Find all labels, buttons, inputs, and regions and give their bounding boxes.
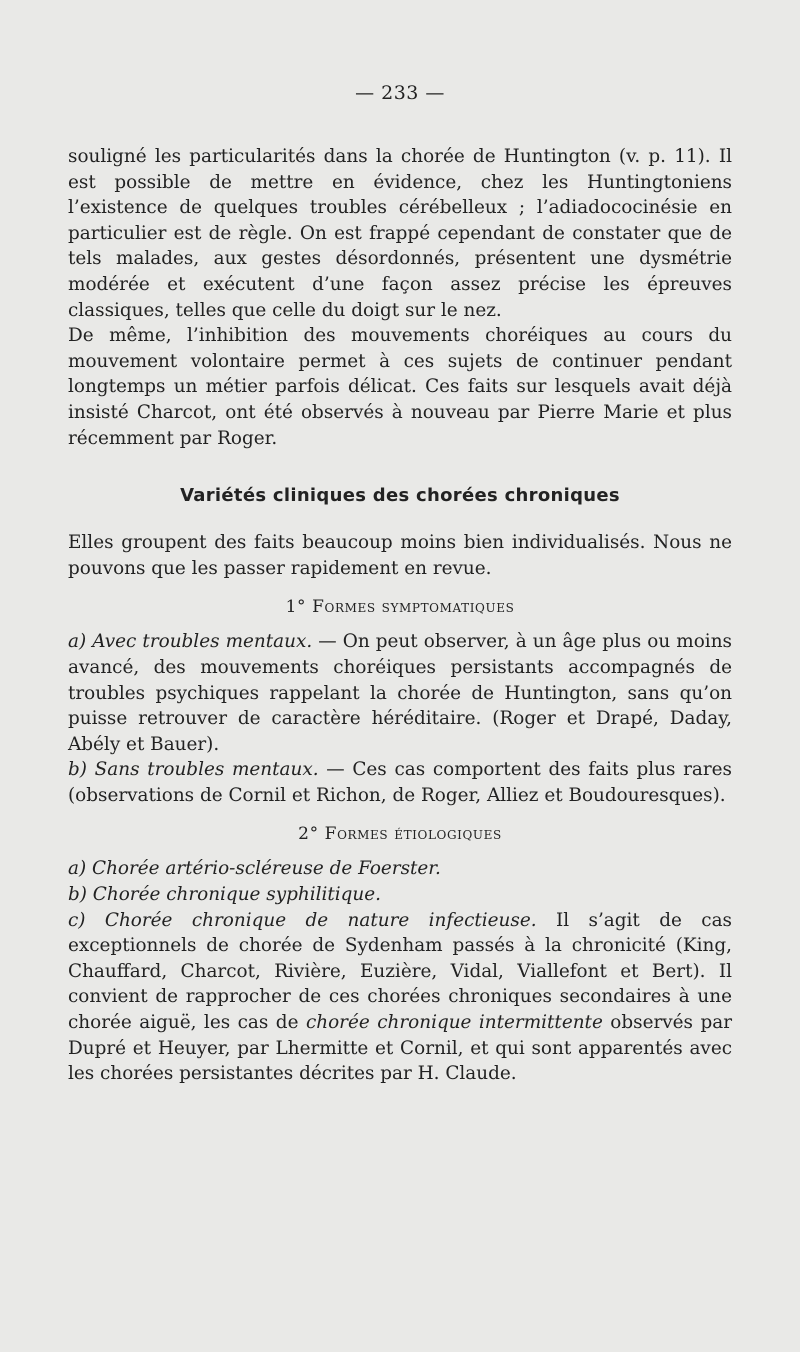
item-a-title: Avec troubles mentaux. [92,631,313,653]
page-number: — 233 — [355,82,445,104]
item-b2-title: Chorée chronique syphilitique. [92,884,381,906]
item-b-no-mental [68,757,732,808]
item-a2-title: Chorée artério-scléreuse de Foerster. [92,858,441,880]
item-c2-text2: observés par Dupré et Heuyer, par Lhermitte et Cornil, et qui sont apparentés avec les chorées persistantes décrites par H. Claude. [68,1012,732,1085]
item-b-label: b) [68,759,95,781]
subheading-etiological: 2° Formes étiologiques [298,824,502,845]
paragraph-intro: souligné les particularités dans la chorée de Huntington (v. p. 11). Il est possible de mettre en évidence, chez les Huntingtoniens l’existence de quelques troubles cérébelleux ; l’adiadococinésie en particulier est de règle. On est frappé cependant de constater que de tels malades, aux gestes désordonnés, présentent une dysmétrie modérée et exécutent d’une façon assez précise les épreuves classiques, telles que celle du doigt sur le nez. [68,146,732,321]
item-c2-text1: Il s’agit de cas exceptionnels de chorée de Sydenham passés à la chronicité (King, Chauffard, Charcot, Rivière, Euzière, Vidal, Viallefont et Bert). Il convient de rapprocher de ces chorées chroniques secondaires à une chorée aiguë, les cas de [68,909,732,1034]
item-a-label: a) [68,631,93,653]
item-b-syphilitic [68,882,732,908]
item-c2-title: Chorée chronique de nature infectieuse. [104,909,537,931]
paragraph-varieties: Elles groupent des faits beaucoup moins bien individualisés. Nous ne pouvons que les passer rapidement en revue. [68,532,732,579]
section-heading: Variétés cliniques des chorées chroniques [180,485,620,507]
item-c2-italic: chorée chronique intermittente [305,1012,603,1034]
item-c-infectious [68,908,732,1087]
item-c2-label: c) [68,909,105,931]
subheading-symptomatic: 1° Formes symptomatiques [285,597,515,618]
item-a-foerster [68,856,732,882]
paragraph-inhibition: De même, l’inhibition des mouvements choréiques au cours du mouvement volontaire permet à ces sujets de continuer pendant longtemps un métier parfois délicat. Ces faits sur lesquels avait déjà insisté Charcot, ont été observés à nouveau par Pierre Marie et plus récemment par Roger. [68,325,732,449]
item-b-text: — Ces cas comportent des faits plus rares (observations de Cornil et Richon, de Roger, Alliez et Boudouresques). [68,759,732,806]
item-a-mental [68,629,732,757]
item-b-title: Sans troubles mentaux. [94,759,319,781]
item-a2-label: a) [68,858,92,880]
item-a-text: — On peut observer, à un âge plus ou moins avancé, des mouvements choréiques persistants accompagnés de troubles psychiques rappelant la chorée de Huntington, sans qu’on puisse retrouver de caractère héréditaire. (Roger et Drapé, Daday, Abély et Bauer). [68,631,732,755]
item-b2-label: b) [68,884,93,906]
